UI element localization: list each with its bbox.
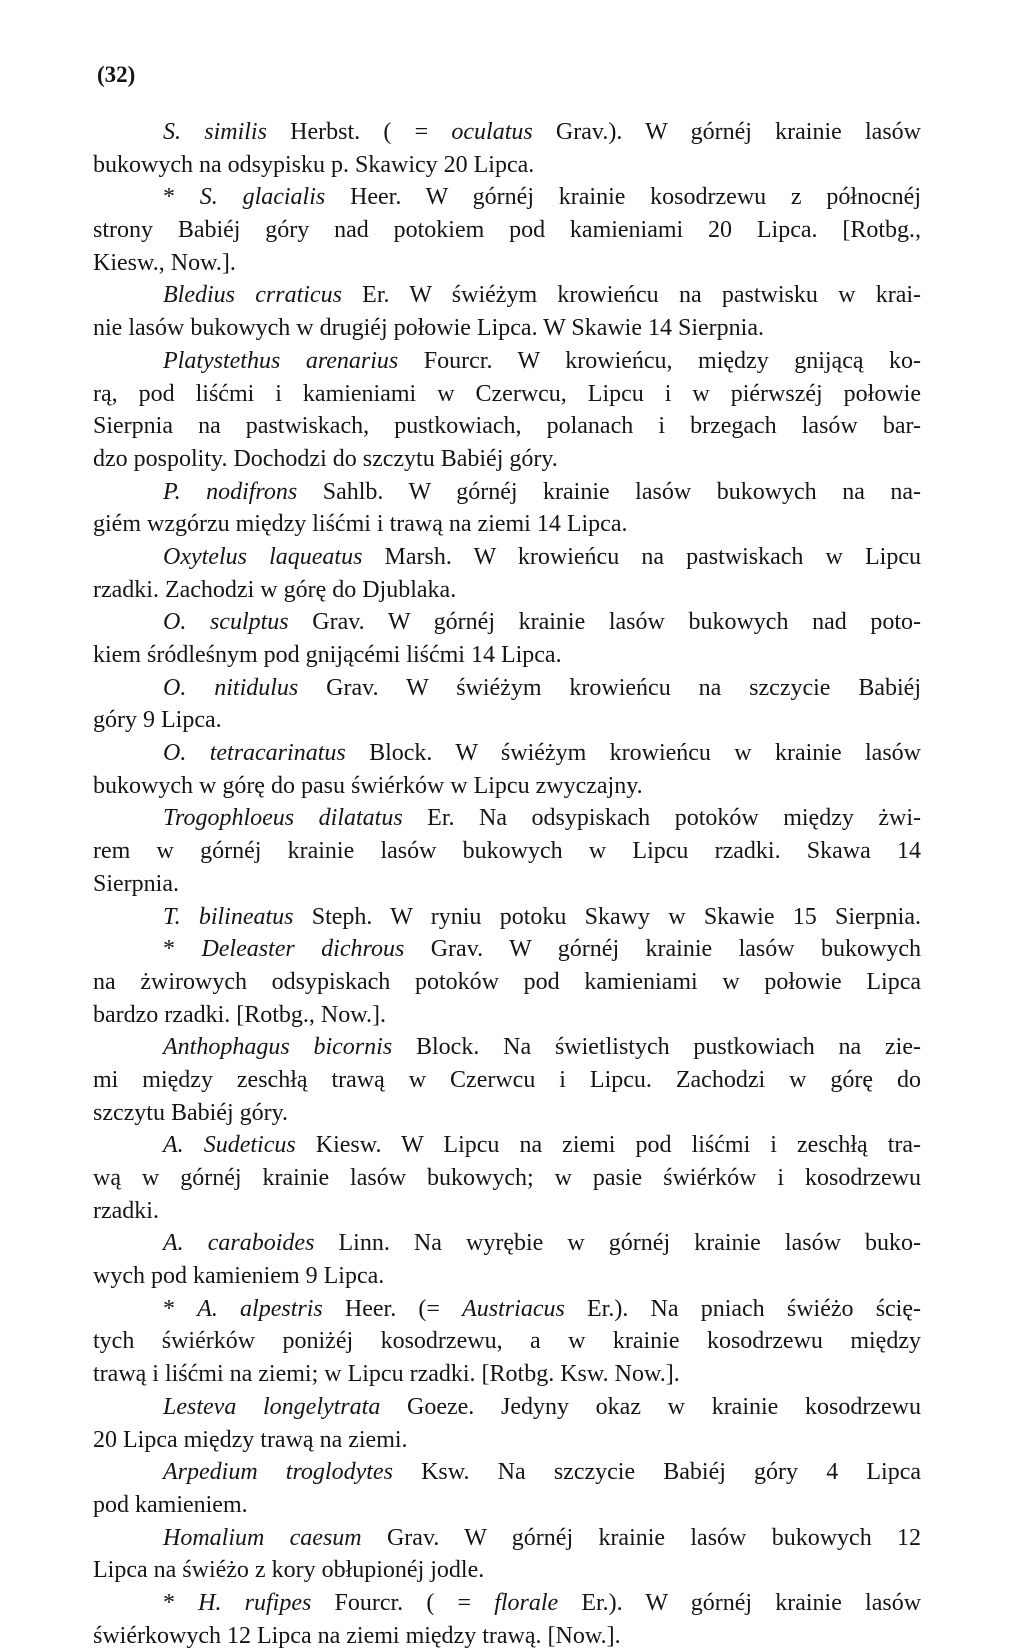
- text-span: bardzo rzadki. [Rotbg., Now.].: [93, 1001, 387, 1028]
- text-line: [93, 247, 921, 280]
- text-span: kiem śródleśnym pod gnijącémi liśćmi 14 Lipca.: [93, 642, 562, 668]
- text-line: [93, 312, 921, 345]
- text-line: [93, 574, 921, 607]
- text-line: [93, 1129, 921, 1162]
- text-span: Steph. W ryniu potoku Skawy w Skawie 15 Sierpnia.: [293, 903, 921, 930]
- text-span: Heer. (=: [322, 1295, 463, 1322]
- species-name: S. similis: [163, 119, 267, 145]
- text-span: bukowych w górę do pasu świérków w Lipcu zwyczajny.: [93, 772, 643, 799]
- text-line: [93, 1325, 921, 1358]
- text-line: [93, 901, 921, 934]
- text-span: Grav. W górnéj krainie lasów bukowych 12: [361, 1524, 921, 1551]
- text-line: [93, 214, 921, 247]
- species-name: oculatus: [451, 119, 533, 145]
- species-name: A. Sudeticus: [163, 1132, 296, 1159]
- species-name: A. alpestris: [197, 1295, 323, 1322]
- text-span: Grav. W górnéj krainie lasów bukowych: [404, 936, 921, 963]
- text-span: 20 Lipca między trawą na ziemi.: [93, 1426, 408, 1453]
- text-span: Fourcr. ( =: [311, 1589, 495, 1616]
- species-name: P. nodifrons: [163, 478, 298, 505]
- text-line: [93, 181, 921, 214]
- text-line: [93, 1522, 921, 1555]
- text-span: trawą i liśćmi na ziemi; w Lipcu rzadki. [Rotbg. Ksw. Now.].: [93, 1361, 680, 1388]
- text-line: [93, 1031, 921, 1064]
- text-line: [93, 1554, 921, 1587]
- species-name: Arpedium troglodytes: [163, 1459, 393, 1486]
- text-span: Block. Na świetlistych pustkowiach na zie-: [392, 1034, 921, 1061]
- text-span: dzo pospolity. Dochodzi do szczytu Babiéj góry.: [93, 445, 558, 472]
- text-span: Sahlb. W górnéj krainie lasów bukowych na na-: [297, 478, 921, 505]
- text-span: rzadki.: [93, 1197, 159, 1224]
- text-line: [93, 345, 921, 378]
- text-line: [93, 639, 921, 672]
- species-name: Trogophloeus dilatatus: [163, 805, 403, 832]
- text-span: Fourcr. W krowieńcu, między gnijącą ko-: [398, 347, 921, 374]
- text-span: Grav.). W górnéj krainie lasów: [532, 119, 921, 145]
- text-line: [93, 770, 921, 803]
- species-name: florale: [494, 1589, 559, 1616]
- text-line: [93, 1260, 921, 1293]
- text-span: *: [163, 1589, 199, 1616]
- species-name: O. nitidulus: [163, 674, 299, 701]
- text-span: rzadki. Zachodzi w górę do Djublaka.: [93, 576, 457, 603]
- text-line: [93, 410, 921, 443]
- text-line: [93, 1064, 921, 1097]
- page-number: (32): [97, 62, 136, 87]
- text-line: [93, 704, 921, 737]
- text-span: wych pod kamieniem 9 Lipca.: [93, 1263, 385, 1290]
- text-line: [93, 1293, 921, 1326]
- text-span: Sierpnia na pastwiskach, pustkowiach, polanach i brzegach lasów bar-: [93, 413, 921, 440]
- text-line: [93, 1391, 921, 1424]
- text-span: rem w górnéj krainie lasów bukowych w Lipcu rzadki. Skawa 14: [93, 838, 921, 865]
- species-name: H. rufipes: [198, 1589, 312, 1616]
- species-name: Lesteva longelytrata: [163, 1393, 381, 1420]
- text-span: Lipca na świéżo z kory obłupionéj jodle.: [93, 1557, 485, 1584]
- text-line: [93, 1489, 921, 1522]
- text-line: [93, 1424, 921, 1457]
- species-name: Oxytelus laqueatus: [163, 543, 363, 570]
- text-line: [93, 1162, 921, 1195]
- text-line: [93, 279, 921, 312]
- species-name: Anthophagus bicornis: [163, 1034, 393, 1061]
- species-name: S. glacialis: [199, 184, 326, 211]
- text-span: Grav. W świéżym krowieńcu na szczycie Babiéj: [298, 674, 921, 701]
- text-line: [93, 443, 921, 476]
- text-span: wą w górnéj krainie lasów bukowych; w pasie świérków i kosodrzewu: [93, 1165, 921, 1191]
- text-span: mi między zeschłą trawą w Czerwcu i Lipcu. Zachodzi w górę do: [93, 1066, 921, 1093]
- text-line: [93, 1227, 921, 1260]
- text-span: tych świérków poniżéj kosodrzewu, a w krainie kosodrzewu między: [93, 1328, 921, 1355]
- text-span: *: [163, 936, 202, 963]
- species-name: Platystethus arenarius: [163, 347, 399, 374]
- species-name: A. caraboides: [163, 1230, 315, 1257]
- text-span: Herbst. ( =: [266, 119, 452, 145]
- species-name: O. sculptus: [163, 609, 289, 636]
- text-line: [93, 1587, 921, 1620]
- text-span: góry 9 Lipca.: [93, 707, 222, 734]
- text-span: Ksw. Na szczycie Babiéj góry 4 Lipca: [392, 1459, 921, 1486]
- text-span: szczytu Babiéj góry.: [93, 1099, 289, 1126]
- text-span: świérkowych 12 Lipca na ziemi między trawą. [Now.].: [93, 1622, 621, 1649]
- text-span: Kiesw., Now.].: [93, 249, 236, 276]
- text-span: pod kamieniem.: [93, 1491, 248, 1518]
- text-line: [93, 606, 921, 639]
- text-line: [93, 672, 921, 705]
- text-span: *: [163, 1295, 198, 1322]
- text-line: [93, 802, 921, 835]
- text-line: [93, 966, 921, 999]
- species-name: Bledius crraticus: [163, 282, 342, 309]
- text-line: [93, 378, 921, 411]
- text-span: Er.). W górnéj krainie lasów: [558, 1589, 921, 1616]
- text-line: [93, 1195, 921, 1228]
- species-name: Homalium caesum: [163, 1524, 362, 1551]
- text-span: Heer. W górnéj krainie kosodrzewu z północnéj: [325, 184, 921, 211]
- text-span: strony Babiéj góry nad potokiem pod kamieniami 20 Lipca. [Rotbg.,: [93, 217, 921, 244]
- text-line: [93, 508, 921, 541]
- text-span: Linn. Na wyrębie w górnéj krainie lasów buko-: [314, 1230, 921, 1257]
- text-span: *: [163, 184, 200, 211]
- text-line: [93, 476, 921, 509]
- text-line: [93, 1097, 921, 1130]
- text-span: Er. W świéżym krowieńcu na pastwisku w krai-: [341, 282, 921, 309]
- text-line: [93, 868, 921, 901]
- text-span: Er.). Na pniach świéżo ścię-: [564, 1295, 921, 1322]
- text-line: [93, 835, 921, 868]
- text-line: [93, 149, 921, 182]
- text-span: Marsh. W krowieńcu na pastwiskach w Lipcu: [362, 543, 921, 570]
- species-name: O. tetracarinatus: [163, 740, 346, 767]
- text-span: giém wzgórzu między liśćmi i trawą na ziemi 14 Lipca.: [93, 511, 628, 538]
- species-name: Deleaster dichrous: [201, 936, 405, 963]
- body-text: [93, 116, 921, 1652]
- text-span: Goeze. Jedyny okaz w krainie kosodrzewu: [380, 1393, 921, 1420]
- text-line: [93, 1456, 921, 1489]
- text-line: [93, 1358, 921, 1391]
- text-line: [93, 116, 921, 149]
- species-name: T. bilineatus: [163, 903, 294, 930]
- species-name: Austriacus: [462, 1295, 565, 1322]
- text-line: [93, 1620, 921, 1652]
- text-span: Er. Na odsypiskach potoków między żwi-: [402, 805, 921, 832]
- text-line: [93, 999, 921, 1032]
- text-span: bukowych na odsypisku p. Skawicy 20 Lipca.: [93, 151, 535, 178]
- text-span: Kiesw. W Lipcu na ziemi pod liśćmi i zeschłą tra-: [295, 1132, 921, 1159]
- text-span: na żwirowych odsypiskach potoków pod kamieniami w połowie Lipca: [93, 968, 921, 995]
- text-line: [93, 541, 921, 574]
- text-line: [93, 737, 921, 770]
- text-span: nie lasów bukowych w drugiéj połowie Lipca. W Skawie 14 Sierpnia.: [93, 315, 764, 342]
- text-span: Grav. W górnéj krainie lasów bukowych nad poto-: [288, 609, 921, 636]
- text-span: Sierpnia.: [93, 870, 179, 897]
- text-span: rą, pod liśćmi i kamieniami w Czerwcu, Lipcu i w piérwszéj połowie: [93, 380, 921, 407]
- text-line: [93, 933, 921, 966]
- text-span: Block. W świéżym krowieńcu w krainie lasów: [345, 740, 921, 767]
